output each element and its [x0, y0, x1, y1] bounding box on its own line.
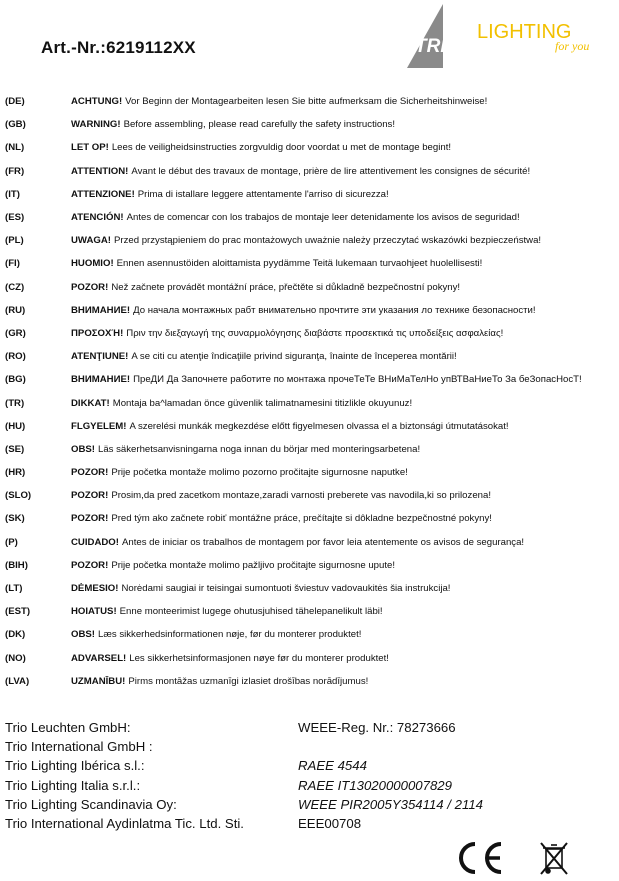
safety-notice-row	[5, 554, 617, 577]
language-code: (NL)	[5, 142, 25, 154]
safety-notice-row	[5, 345, 617, 368]
safety-notice-row	[5, 276, 617, 299]
safety-notice-row	[5, 252, 617, 275]
language-code: (HU)	[5, 420, 26, 432]
notice-text: Než začnete provádět montážní práce, přečtěte si důkladně bezpečnostní pokyny!	[111, 281, 461, 293]
notice-text: Antes de comencar con los trabajos de montaje leer detenidamente los avisos de seguridad!	[126, 212, 520, 224]
warning-word: LET OP!	[71, 142, 109, 154]
language-code: (GB)	[5, 119, 26, 131]
registration-number: EEE00708	[298, 815, 362, 831]
notice-text: Przed przystąpieniem do prac montażowych uważnie należy przeczytać wskazówki bezpieczeństwa!	[113, 235, 542, 247]
notice-text: Avant le début des travaux de montage, prière de lire attentivement les consignes de sécurité!	[131, 165, 531, 177]
language-code: (FI)	[5, 258, 20, 270]
safety-notice-row	[5, 229, 617, 252]
notice-text: Prije početka montaže molimo pozorno pročitajte sigurnosne naputke!	[111, 467, 408, 479]
trio-lighting-logo	[395, 0, 615, 72]
language-code: (CZ)	[5, 281, 25, 293]
notice-text: Prije početka montaže molimo pažljivo pročitajte sigurnosne upute!	[111, 559, 396, 571]
notice-text: До начала монтажных рабт внимательно прочтите эти указания ло технике безопасности!	[133, 304, 536, 316]
company-name: Trio International GmbH :	[5, 739, 153, 755]
language-code: (BIH)	[5, 559, 28, 571]
safety-notice-row	[5, 484, 617, 507]
warning-word: WARNING!	[71, 119, 121, 131]
warning-word: DIKKAT!	[71, 397, 110, 409]
registration-number: RAEE IT13020000007829	[298, 777, 452, 793]
warning-word: POZOR!	[71, 490, 109, 502]
language-code: (RO)	[5, 351, 26, 363]
notice-text: Prosim,da pred zacetkom montaze,zaradi varnosti preberete vas navodila,ki so prilozena!	[111, 490, 491, 502]
warning-word: ВНИМАНИЕ!	[71, 304, 131, 316]
logo-tagline: for you	[555, 39, 590, 53]
warning-word: UZMANĪBU!	[71, 675, 126, 687]
warning-word: HUOMIO!	[71, 258, 114, 270]
warning-word: HOIATUS!	[71, 606, 117, 618]
language-code: (P)	[5, 536, 18, 548]
safety-notice-row	[5, 577, 617, 600]
logo-brand: TRIO	[415, 36, 461, 57]
warning-word: ВНИМАНИЕ!	[71, 374, 131, 386]
warning-word: OBS!	[71, 629, 95, 641]
safety-notice-list	[5, 90, 617, 693]
notice-text: Vor Beginn der Montagearbeiten lesen Sie bitte aufmerksam die Sicherheitshinweise!	[125, 96, 488, 108]
notice-text: Norėdami saugiai ir teisingai sumontuoti šviestuv vadovaukitės šia instrukcija!	[121, 583, 451, 595]
warning-word: POZOR!	[71, 281, 109, 293]
safety-notice-row	[5, 206, 617, 229]
warning-word: POZOR!	[71, 467, 109, 479]
company-row	[5, 776, 565, 795]
warning-word: ACHTUNG!	[71, 96, 123, 108]
company-name: Trio Lighting Ibérica s.l.:	[5, 758, 145, 774]
language-code: (IT)	[5, 188, 20, 200]
registration-number: RAEE 4544	[298, 758, 367, 774]
company-row	[5, 756, 565, 775]
safety-notice-row	[5, 438, 617, 461]
language-code: (SE)	[5, 443, 25, 455]
language-code: (HR)	[5, 467, 26, 479]
language-code: (ES)	[5, 212, 25, 224]
safety-notice-row	[5, 160, 617, 183]
warning-word: DĖMESIO!	[71, 583, 119, 595]
warning-word: UWAGA!	[71, 235, 111, 247]
article-number: Art.-Nr.:6219112XX	[41, 38, 196, 57]
notice-text: Πριν την διεξαγωγή της συναρμολόγησης διαβάστε προσεκτικά τις υποδείξεις ασφαλείας!	[126, 327, 504, 339]
company-row	[5, 737, 565, 756]
company-row	[5, 795, 565, 814]
language-code: (EST)	[5, 606, 31, 618]
company-name: Trio International Aydinlatma Tic. Ltd. Sti.	[5, 815, 244, 831]
warning-word: ATTENTION!	[71, 165, 129, 177]
ce-mark-icon	[461, 844, 501, 872]
language-code: (TR)	[5, 397, 25, 409]
notice-text: A szerelési munkák megkezdése előtt figyelmesen olvassa el a biztonsági útmutatásokat!	[129, 420, 509, 432]
warning-word: ATENCIÓN!	[71, 212, 124, 224]
warning-word: POZOR!	[71, 559, 109, 571]
compliance-marks	[455, 840, 575, 876]
language-code: (DK)	[5, 629, 26, 641]
company-row	[5, 718, 565, 737]
notice-text: Pirms montāžas uzmanīgi izlasiet drošības norādījumus!	[128, 675, 369, 687]
safety-notice-row	[5, 531, 617, 554]
safety-notice-row	[5, 368, 617, 391]
warning-word: ATENŢIUNE!	[71, 351, 129, 363]
logo-product: LIGHTING	[477, 21, 572, 43]
safety-notice-row	[5, 299, 617, 322]
notice-text: Pred tým ako začnete robiť montážne práce, prečítajte si dôkladne bezpečnostné pokyny!	[111, 513, 492, 525]
language-code: (SK)	[5, 513, 25, 525]
company-name: Trio Lighting Italia s.r.l.:	[5, 777, 141, 793]
language-code: (LVA)	[5, 675, 30, 687]
company-name: Trio Leuchten GmbH:	[5, 720, 131, 735]
safety-notice-row	[5, 623, 617, 646]
safety-notice-row	[5, 90, 617, 113]
safety-notice-row	[5, 647, 617, 670]
notice-text: Læs sikkerhedsinformationen nøje, før du monterer produktet!	[97, 629, 362, 641]
language-code: (DE)	[5, 96, 25, 108]
crossed-out-wheelie-bin-icon	[541, 843, 567, 874]
notice-text: Montaja ba^lamadan önce güvenlik talimatnamesini titizlikle okuyunuz!	[112, 397, 413, 409]
warning-word: CUIDADO!	[71, 536, 119, 548]
notice-text: Les sikkerhetsinformasjonen nøye før du monterer produktet!	[129, 652, 389, 664]
warning-word: OBS!	[71, 443, 95, 455]
safety-notice-row	[5, 322, 617, 345]
notice-text: Läs säkerhetsanvisningarna noga innan du börjar med monteringsarbetena!	[97, 443, 421, 455]
language-code: (NO)	[5, 652, 26, 664]
safety-notice-row	[5, 391, 617, 414]
safety-notice-row	[5, 136, 617, 159]
company-name: Trio Lighting Scandinavia Oy:	[5, 796, 177, 812]
notice-text: ПреДИ Да Започнете работите по монтажа прочеТеТе ВНиМаТелНо упВТВаНиеТо За беЗопасНосТ!	[133, 374, 582, 386]
notice-text: Antes de iniciar os trabalhos de montagem por favor leia atentemente os avisos de segurança!	[121, 536, 525, 548]
notice-text: A se citi cu atenţie îndicaţiile privind siguranţa, înainte de începerea montării!	[131, 351, 457, 363]
safety-notice-row	[5, 670, 617, 693]
safety-notice-row	[5, 507, 617, 530]
notice-text: Prima di istallare leggere attentamente l'arriso di sicurezza!	[137, 188, 389, 200]
safety-notice-row	[5, 600, 617, 623]
language-code: (LT)	[5, 583, 23, 595]
language-code: (SLO)	[5, 490, 32, 502]
safety-notice-row	[5, 461, 617, 484]
language-code: (FR)	[5, 165, 25, 177]
registration-number: WEEE PIR2005Y354114 / 2114	[298, 796, 483, 812]
warning-word: POZOR!	[71, 513, 109, 525]
language-code: (PL)	[5, 235, 24, 247]
registration-number: WEEE-Reg. Nr.: 78273666	[298, 720, 456, 735]
notice-text: Before assembling, please read carefully the safety instructions!	[123, 119, 395, 131]
company-row	[5, 814, 565, 833]
warning-word: ATTENZIONE!	[71, 188, 135, 200]
language-code: (RU)	[5, 304, 26, 316]
warning-word: ADVARSEL!	[71, 652, 127, 664]
notice-text: Ennen asennustöiden aloittamista pyydämme Teitä lukemaan turvaohjeet huolellisesti!	[116, 258, 483, 270]
safety-notice-row	[5, 183, 617, 206]
warning-word: FLGYELEM!	[71, 420, 127, 432]
company-registration-list	[5, 718, 565, 833]
language-code: (GR)	[5, 327, 26, 339]
safety-notice-row	[5, 113, 617, 136]
safety-notice-row	[5, 415, 617, 438]
warning-word: ΠΡΟΣΟΧΉ!	[71, 327, 124, 339]
language-code: (BG)	[5, 374, 26, 386]
notice-text: Lees de veiligheidsinstructies zorgvuldig door voordat u met de montage begint!	[111, 142, 452, 154]
notice-text: Enne monteerimist lugege ohutusjuhised tähelepanelikult läbi!	[119, 606, 383, 618]
